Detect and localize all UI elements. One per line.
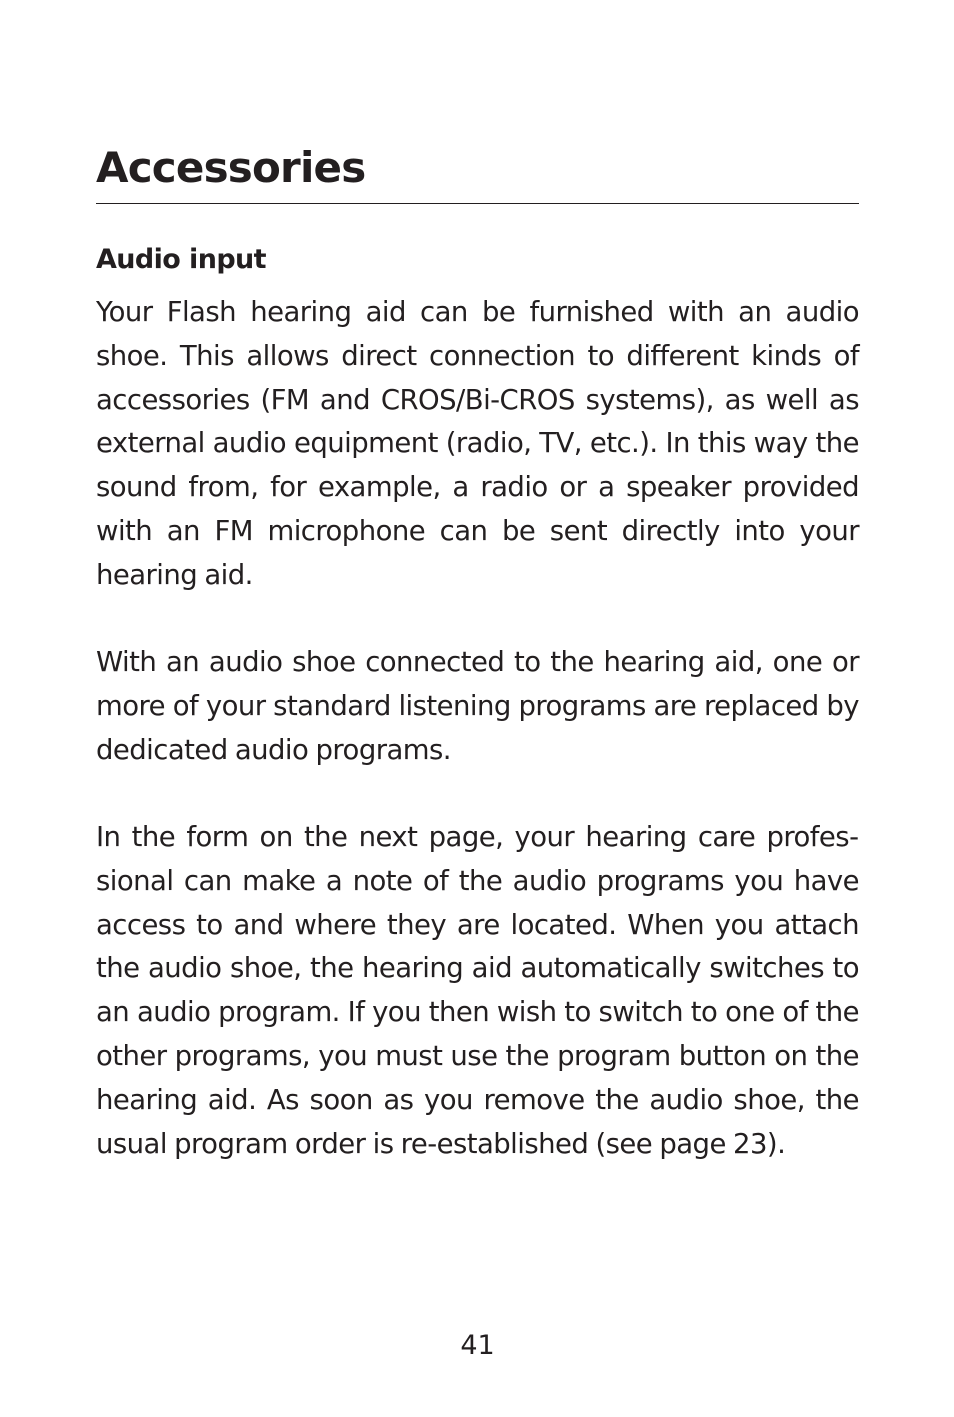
title-divider bbox=[96, 203, 859, 204]
document-page bbox=[96, 0, 859, 1417]
page-number: 41 bbox=[460, 1330, 495, 1361]
page-title: Accessories bbox=[96, 143, 366, 192]
paragraph-audio-shoe-intro: Your Flash hearing aid can be furnished with an audio shoe. This allows direct connection to different kinds of accessories (FM and CROS/Bi-CROS systems), as well as external audio equipment (radio, TV, etc.). In this way the sound from, for example, a radio or a speaker provided with an FM microphone can be sent directly into your hearing aid. bbox=[96, 296, 859, 591]
paragraph-audio-programs: With an audio shoe connected to the hearing aid, one or more of your standard listening programs are replaced by dedicated audio programs. bbox=[96, 646, 859, 766]
paragraph-program-switching: In the form on the next page, your hearing care professional can make a note of the audio programs you have access to and where they are located. When you attach the audio shoe, the hearing aid automatically switches to an audio program. If you then wish to switch to one of the other programs, you must use the program button on the hearing aid. As soon as you remove the audio shoe, the usual program order is re-established (see page 23). bbox=[96, 821, 859, 1160]
section-heading-audio-input: Audio input bbox=[96, 244, 266, 275]
